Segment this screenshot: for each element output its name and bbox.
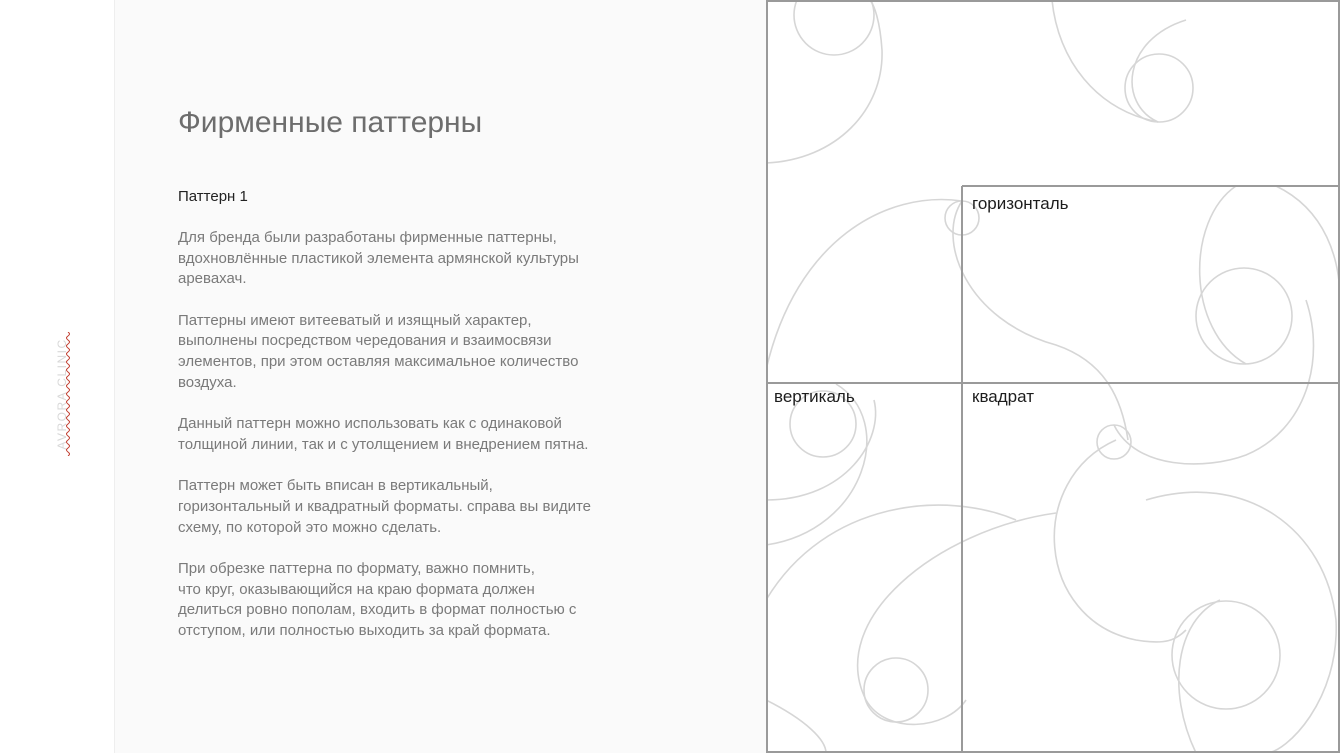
- pattern-curve: [1276, 186, 1340, 300]
- text-line: делиться ровно пополам, входить в формат полностью с: [178, 601, 577, 619]
- text-line: Для бренда были разработаны фирменные паттерны,: [178, 229, 557, 246]
- text-line: вдохновлённые пластикой элемента армянской культуры: [178, 249, 579, 267]
- pattern-curve: [766, 700, 826, 753]
- pattern-curve: [1179, 600, 1220, 753]
- pattern-circle: [1172, 601, 1280, 709]
- label-square-format: квадрат: [972, 387, 1034, 406]
- description-text: [178, 228, 648, 662]
- page-title: Фирменные паттерны: [178, 106, 483, 139]
- pattern-curve: [766, 0, 882, 163]
- text-line: При обрезке паттерна по формату, важно помнить,: [178, 559, 535, 577]
- outer-frame: [767, 1, 1339, 752]
- format-frames: [766, 1, 1340, 753]
- text-line: толщиной линии, так и с утолщением и внедрением пятна.: [178, 435, 589, 453]
- text-line: Данный паттерн можно использовать как с одинаковой: [178, 415, 562, 433]
- pattern-curve: [1114, 300, 1314, 464]
- text-line: элементов, при этом оставляя максимальное количество: [178, 353, 579, 371]
- text-line: аревахач.: [178, 270, 247, 288]
- label-vertical-format: вертикаль: [774, 387, 855, 406]
- paragraph-formats: [178, 476, 648, 538]
- pattern-format-diagram: [766, 0, 1340, 753]
- pattern-curve: [766, 505, 1016, 600]
- brand-vertical-text: AVRORA CLINIC: [55, 338, 69, 450]
- paragraph-cropping: [178, 559, 648, 642]
- text-line: воздуха.: [178, 373, 237, 391]
- side-strip: [0, 0, 115, 753]
- text-line: Паттерн может быть вписан в вертикальный,: [178, 477, 493, 495]
- label-horizontal-format: горизонталь: [972, 194, 1069, 213]
- pattern-curve: [766, 400, 876, 500]
- brand-wave-icon: [64, 332, 72, 456]
- pattern-circle: [794, 0, 874, 55]
- text-line: горизонтальный и квадратный форматы. справа вы видите: [178, 497, 591, 515]
- pattern-artwork: [766, 0, 1340, 753]
- text-line: выполнены посредством чередования и взаимосвязи: [178, 332, 552, 350]
- pattern-circle: [1196, 268, 1292, 364]
- text-line: схему, по которой это можно сделать.: [178, 518, 442, 536]
- pattern-circle: [864, 658, 928, 722]
- pattern-curve: [1200, 186, 1246, 364]
- text-line: что круг, оказывающийся на краю формата должен: [178, 580, 535, 598]
- text-line: отступом, или полностью выходить за край формата.: [178, 621, 551, 639]
- section-heading: Паттерн 1: [178, 188, 248, 205]
- pattern-curve: [1132, 20, 1186, 122]
- pattern-curve: [858, 513, 1056, 724]
- text-line: Паттерны имеют витееватый и изящный характер,: [178, 311, 532, 329]
- pattern-curve: [1054, 440, 1186, 642]
- paragraph-intro: [178, 228, 648, 290]
- paragraph-character: [178, 311, 648, 394]
- pattern-curve: [1146, 492, 1336, 753]
- pattern-curves: [766, 0, 1340, 753]
- paragraph-usage: [178, 414, 648, 455]
- pattern-curve: [1052, 0, 1158, 122]
